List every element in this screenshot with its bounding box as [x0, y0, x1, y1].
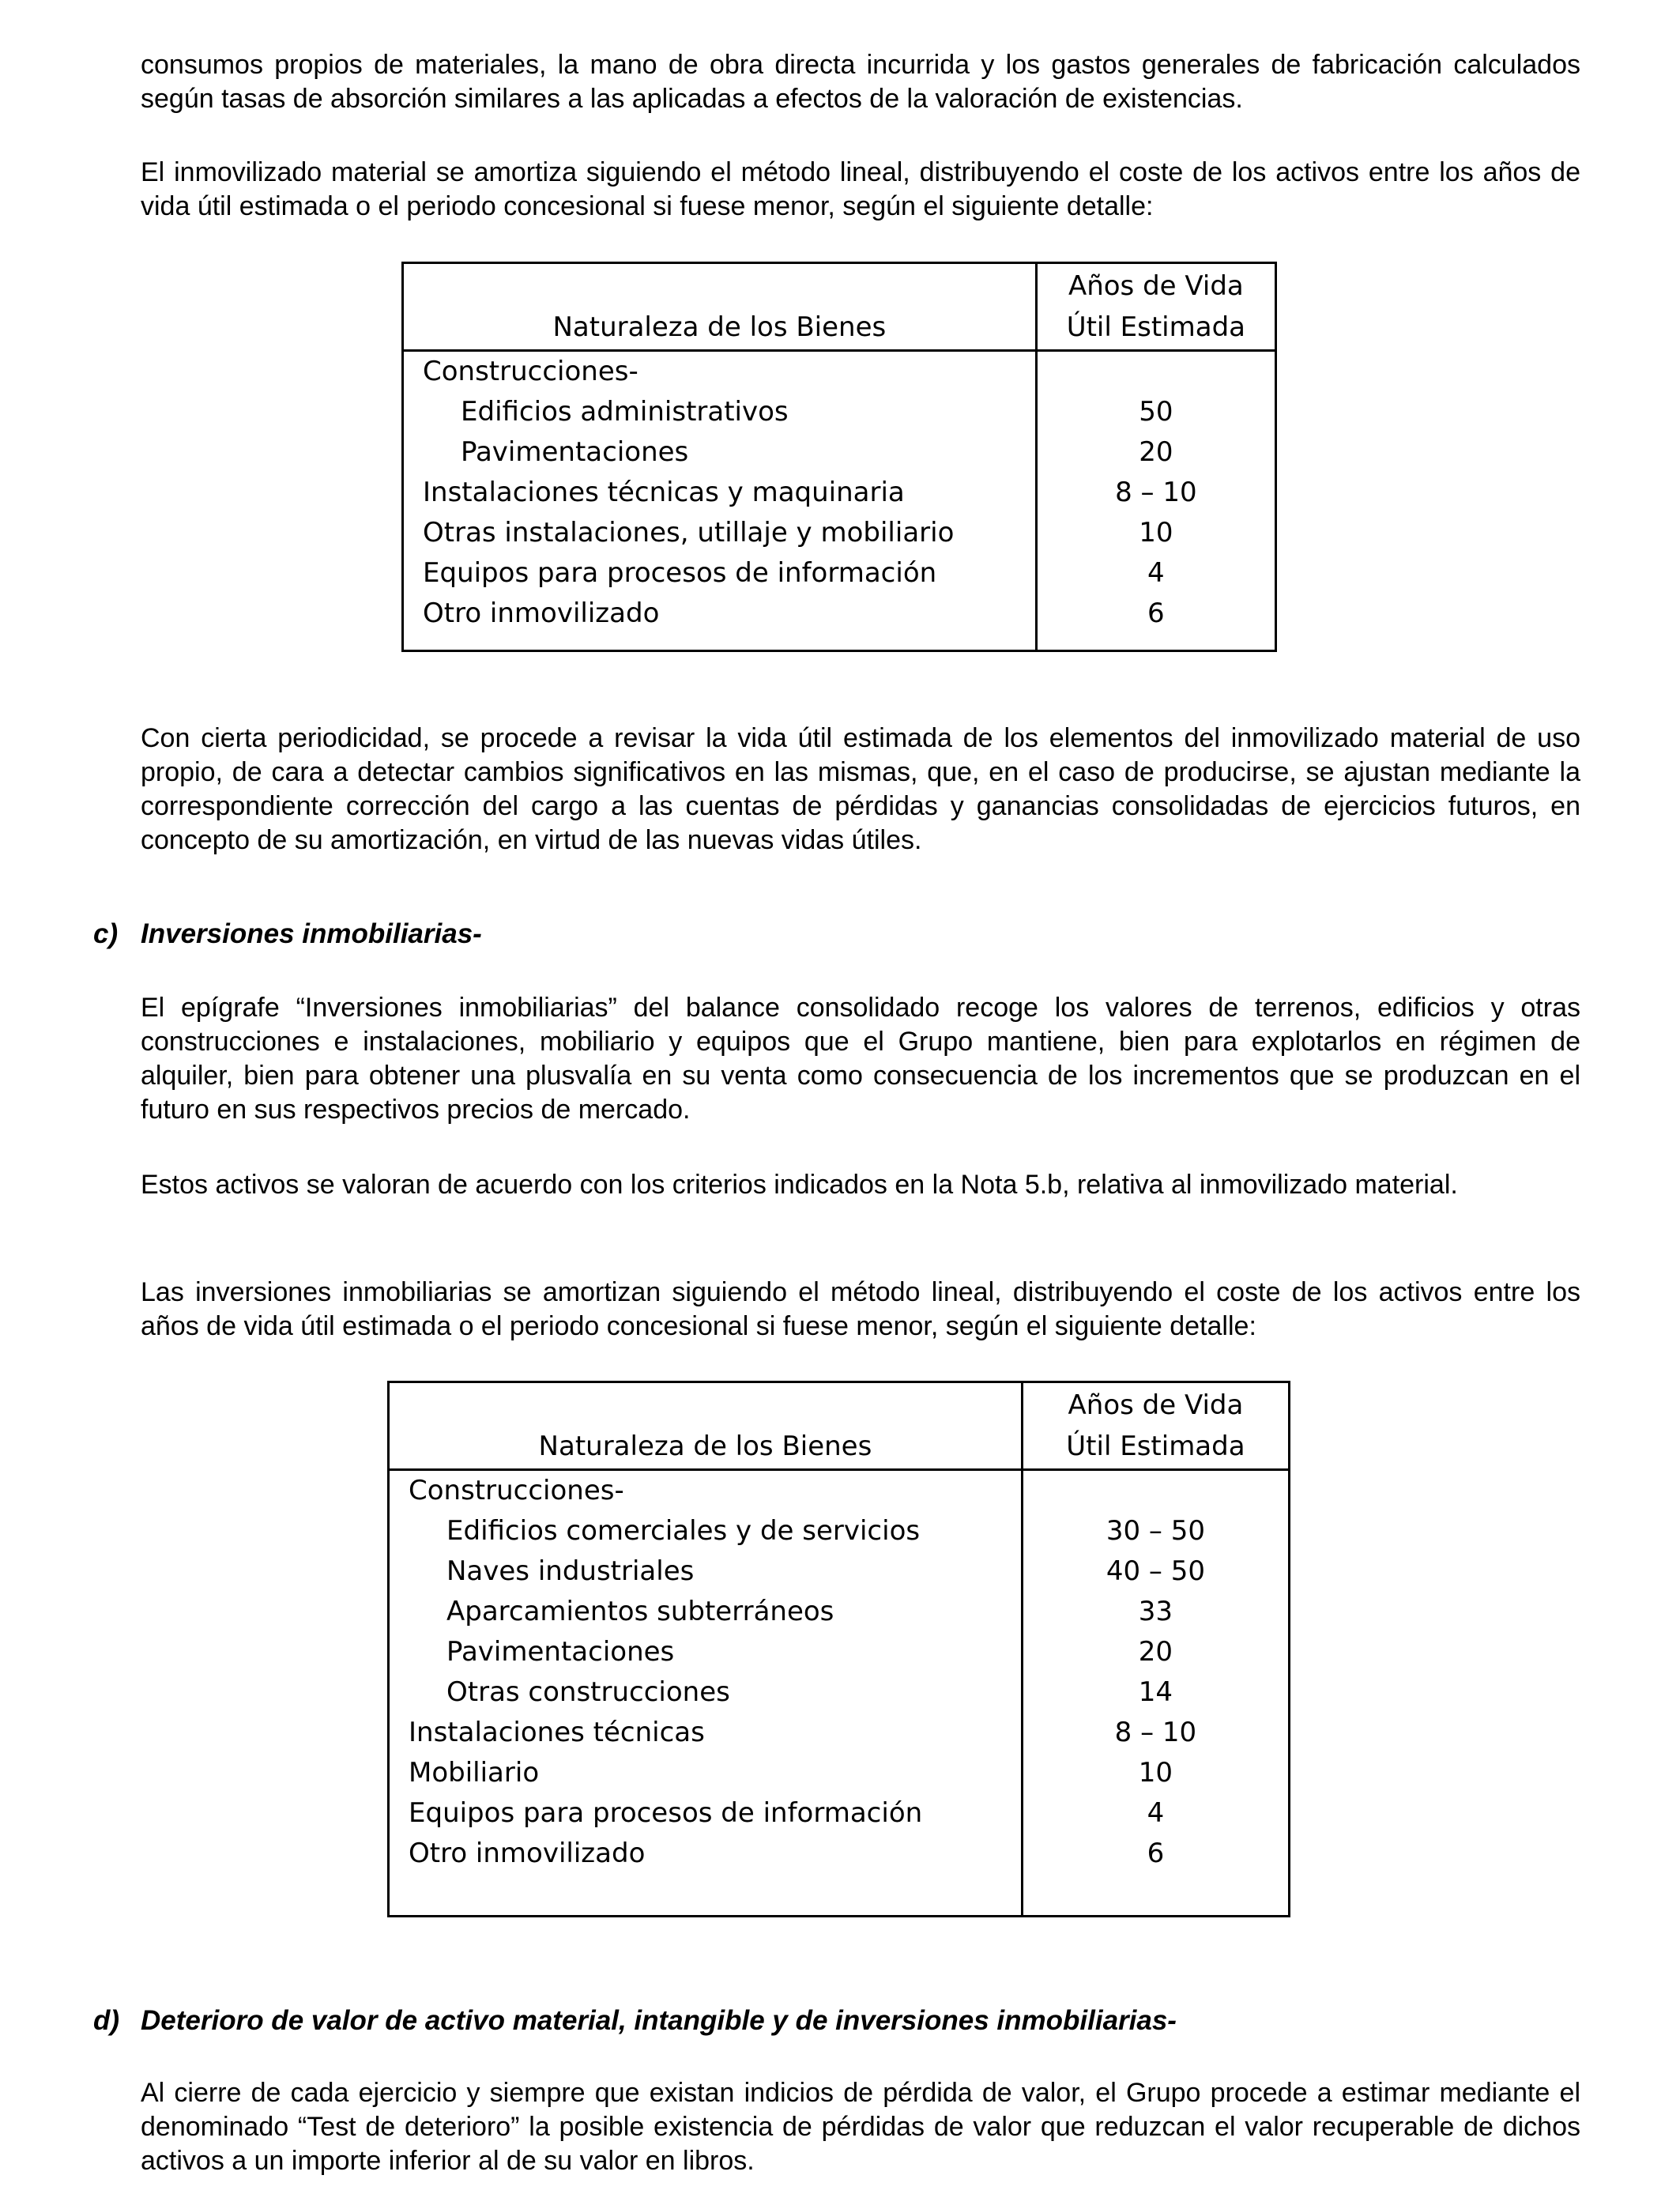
row-label: Pavimentaciones: [389, 1632, 1023, 1672]
row-value: 33: [1138, 1596, 1173, 1627]
table-row: [403, 513, 1276, 553]
row-label: Otro inmovilizado: [389, 1834, 1023, 1874]
row-value: 4: [1147, 1797, 1165, 1829]
section-letter: d): [93, 2005, 120, 2036]
row-label: Naves industriales: [389, 1551, 1023, 1592]
table-row: [389, 1470, 1290, 1512]
table-row: [389, 1592, 1290, 1632]
row-label: Instalaciones técnicas y maquinaria: [403, 473, 1037, 513]
row-label: Edificios comerciales y de servicios: [389, 1511, 1023, 1551]
row-value: 14: [1138, 1676, 1173, 1708]
row-label: Instalaciones técnicas: [389, 1713, 1023, 1753]
table-row: [403, 473, 1276, 513]
paragraph-useful-life-review: Con cierta periodicidad, se procede a revisar la vida útil estimada de los elementos del inmovilizado material de uso propio, de cara a detectar cambios significativos en las mismas, que, en el caso de producirse, se ajustan mediante la correspondiente corrección del cargo a las cuentas de pérdidas y ganancias consolidadas de ejercicios futuros, en concepto de su amortización, en virtud de las nuevas vidas útiles.: [141, 723, 1580, 855]
row-label: Otro inmovilizado: [403, 594, 1037, 634]
section-letter: c): [93, 918, 119, 949]
table-row: [389, 1672, 1290, 1713]
row-value: 10: [1139, 517, 1173, 548]
row-label: Construcciones-: [403, 351, 1037, 393]
table-row: [389, 1753, 1290, 1793]
row-value: 20: [1138, 1636, 1173, 1668]
header-nature: Naturaleza de los Bienes: [403, 263, 1037, 351]
table-row: [389, 1834, 1290, 1874]
header-years-line1: Años de Vida: [1068, 270, 1244, 302]
table-row: [389, 1713, 1290, 1753]
row-label: Pavimentaciones: [403, 432, 1037, 473]
header-nature: Naturaleza de los Bienes: [389, 1382, 1023, 1470]
row-label: Mobiliario: [389, 1753, 1023, 1793]
section-title: Inversiones inmobiliarias-: [141, 918, 482, 949]
row-label: Aparcamientos subterráneos: [389, 1592, 1023, 1632]
header-years: [1036, 263, 1275, 351]
row-value: 20: [1139, 436, 1173, 468]
row-value: 30 – 50: [1106, 1515, 1205, 1547]
header-years: [1022, 1382, 1289, 1470]
header-years-line2: Útil Estimada: [1066, 311, 1245, 343]
row-value: 6: [1147, 1838, 1165, 1869]
paragraph-valuation-criteria: Estos activos se valoran de acuerdo con los criterios indicados en la Nota 5.b, relativa al inmovilizado material.: [141, 1170, 1458, 1200]
row-label: Otras instalaciones, utillaje y mobiliario: [403, 513, 1037, 553]
table-row: [389, 1793, 1290, 1834]
row-value: 8 – 10: [1114, 1717, 1197, 1748]
header-years-line1: Años de Vida: [1068, 1389, 1244, 1421]
section-heading-d: [93, 2004, 1177, 2038]
table-row: [403, 553, 1276, 594]
row-value: [1022, 1470, 1289, 1512]
section-heading-c: [93, 917, 482, 951]
table-row: [403, 432, 1276, 473]
table-row: [403, 392, 1276, 432]
paragraph-investment-property-definition: El epígrafe “Inversiones inmobiliarias” del balance consolidado recoge los valores de terrenos, edificios y otras construcciones e instalaciones, mobiliario y equipos que el Grupo mantiene, bien para explotarlos en régimen de alquiler, bien para obtener una plusvalía en su venta como consecuencia de los incrementos que se produzcan en el futuro en sus respectivos precios de mercado.: [141, 993, 1580, 1125]
row-value: 40 – 50: [1106, 1555, 1205, 1587]
row-label: Otras construcciones: [389, 1672, 1023, 1713]
paragraph-investment-depreciation: Las inversiones inmobiliarias se amortizan siguiendo el método lineal, distribuyendo el coste de los activos entre los años de vida útil estimada o el periodo concesional si fuese menor, según el siguiente detalle:: [141, 1277, 1580, 1341]
row-label: Edificios administrativos: [403, 392, 1037, 432]
header-years-line2: Útil Estimada: [1066, 1431, 1245, 1462]
table-row: [389, 1632, 1290, 1672]
table-row: [403, 594, 1276, 634]
row-label: Equipos para procesos de información: [403, 553, 1037, 594]
row-label: Equipos para procesos de información: [389, 1793, 1023, 1834]
table-row: [389, 1551, 1290, 1592]
table-spacer-row: [403, 634, 1276, 651]
row-value: 6: [1147, 598, 1165, 629]
paragraph-impairment-test: Al cierre de cada ejercicio y siempre que existan indicios de pérdida de valor, el Grupo procede a estimar mediante el denominado “Test de deterioro” la posible existencia de pérdidas de valor que reduzcan el valor recuperable de dichos activos a un importe inferior al de su valor en libros.: [141, 2078, 1580, 2176]
row-label: Construcciones-: [389, 1470, 1023, 1512]
useful-life-table-investment: [387, 1381, 1290, 1917]
row-value: [1036, 351, 1275, 393]
table-spacer-row: [389, 1874, 1290, 1917]
section-title: Deterioro de valor de activo material, intangible y de inversiones inmobiliarias-: [141, 2005, 1177, 2036]
row-value: 50: [1139, 396, 1173, 428]
table-row: [389, 1511, 1290, 1551]
paragraph-depreciation-method: El inmovilizado material se amortiza siguiendo el método lineal, distribuyendo el coste de los activos entre los años de vida útil estimada o el periodo concesional si fuese menor, según el siguiente detalle:: [141, 157, 1580, 221]
row-value: 4: [1147, 557, 1165, 589]
row-value: 8 – 10: [1115, 477, 1197, 508]
useful-life-table-tangible: [401, 262, 1277, 652]
row-value: 10: [1138, 1757, 1173, 1789]
table-row: [403, 351, 1276, 393]
paragraph-materials-cost: consumos propios de materiales, la mano de obra directa incurrida y los gastos generales de fabricación calculados según tasas de absorción similares a las aplicadas a efectos de la valoración de existencias.: [141, 50, 1580, 114]
